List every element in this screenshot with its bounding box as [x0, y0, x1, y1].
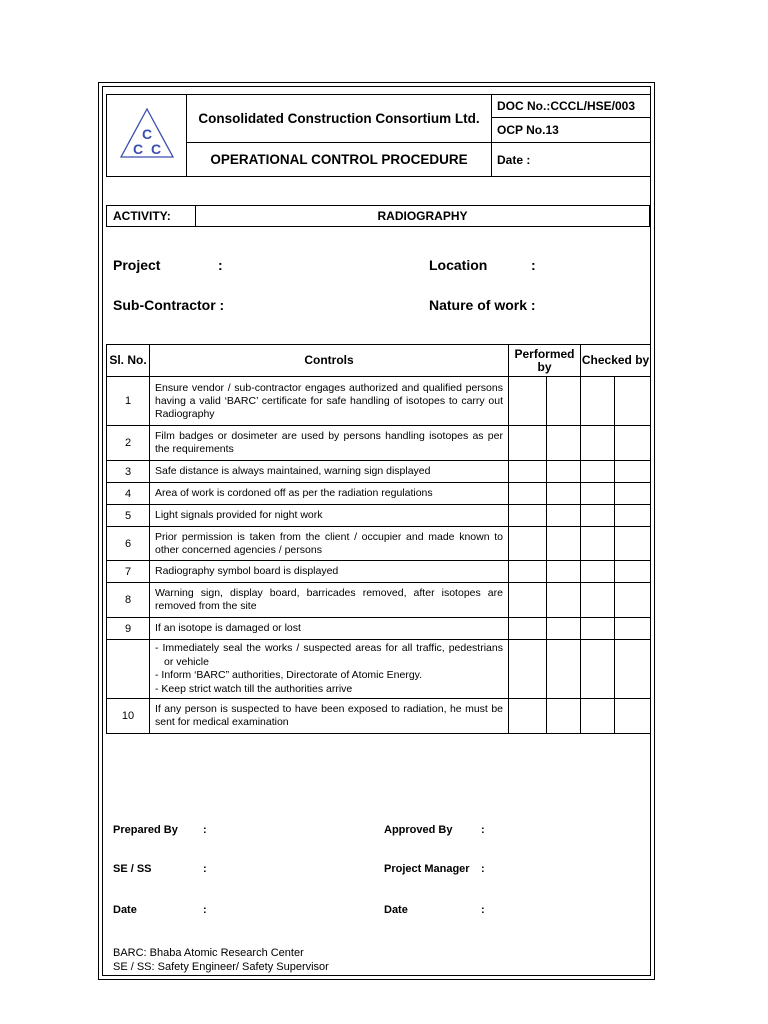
activity-value: RADIOGRAPHY — [196, 206, 650, 227]
checked-check-cell[interactable] — [581, 561, 615, 583]
project-manager-colon: : — [481, 863, 485, 875]
checked-check-cell[interactable] — [615, 461, 651, 483]
date-label: Date : — [492, 143, 651, 177]
table-row — [107, 583, 651, 618]
checked-check-cell[interactable] — [581, 461, 615, 483]
approved-by-colon: : — [481, 824, 485, 836]
activity-bar — [106, 205, 650, 227]
footnote-se-ss: SE / SS: Safety Engineer/ Safety Supervisor — [113, 961, 329, 973]
logo-letter-left: C — [132, 141, 143, 157]
subcontractor-label: Sub-Contractor : — [113, 297, 225, 313]
checked-check-cell[interactable] — [581, 377, 615, 426]
nature-of-work-label: Nature of work : — [429, 297, 536, 313]
performed-check-cell[interactable] — [547, 618, 581, 640]
control-text: Area of work is cordoned off as per the radiation regulations — [150, 483, 509, 505]
logo-letter-right: C — [150, 141, 161, 157]
checked-check-cell[interactable] — [581, 527, 615, 561]
performed-check-cell[interactable] — [509, 426, 547, 461]
checked-check-cell[interactable] — [615, 426, 651, 461]
sl-no-header: Sl. No. — [107, 345, 150, 377]
checked-check-cell[interactable] — [615, 618, 651, 640]
control-text: Safe distance is always maintained, warning sign displayed — [150, 461, 509, 483]
control-text: Ensure vendor / sub-contractor engages authorized and qualified persons having a valid ‘BARC’ certificate for safe handling of isotopes to carry out Radiography — [150, 377, 509, 426]
table-header-row — [107, 345, 651, 377]
control-text: If an isotope is damaged or lost — [150, 618, 509, 640]
ocp-number: OCP No.13 — [492, 118, 651, 143]
performed-check-cell[interactable] — [547, 699, 581, 734]
control-text: Film badges or dosimeter are used by persons handling isotopes as per the requirements — [150, 426, 509, 461]
row-number: 7 — [107, 561, 150, 583]
triangle-logo-icon — [117, 103, 177, 163]
controls-header: Controls — [150, 345, 509, 377]
table-row — [107, 618, 651, 640]
control-text: Light signals provided for night work — [150, 505, 509, 527]
control-sub-list — [150, 640, 509, 699]
control-text: Radiography symbol board is displayed — [150, 561, 509, 583]
location-colon: : — [531, 257, 536, 273]
row-number: 2 — [107, 426, 150, 461]
row-number: 8 — [107, 583, 150, 618]
performed-check-cell[interactable] — [547, 583, 581, 618]
logo-letter-top: C — [141, 126, 152, 142]
table-row — [107, 426, 651, 461]
approved-by-label: Approved By — [384, 824, 453, 836]
performed-check-cell[interactable] — [509, 483, 547, 505]
location-label: Location — [429, 257, 488, 273]
performed-check-cell[interactable] — [547, 483, 581, 505]
checked-by-header: Checked by — [581, 345, 651, 377]
checked-check-cell[interactable] — [581, 699, 615, 734]
row-number: 10 — [107, 699, 150, 734]
checked-check-cell[interactable] — [615, 527, 651, 561]
controls-table — [106, 344, 651, 734]
table-row — [107, 377, 651, 426]
performed-by-header: Performed by — [509, 345, 581, 377]
performed-check-cell[interactable] — [509, 377, 547, 426]
checked-check-cell[interactable] — [581, 583, 615, 618]
row-number: 3 — [107, 461, 150, 483]
se-ss-label: SE / SS — [113, 863, 152, 875]
sub-item: - Inform ‘BARC” authorities, Directorate of Atomic Energy. — [155, 669, 423, 681]
table-row — [107, 640, 651, 699]
control-text: Prior permission is taken from the client / occupier and made known to other concerned agencies / persons — [150, 527, 509, 561]
performed-check-cell[interactable] — [509, 527, 547, 561]
sub-item: - Keep strict watch till the authorities arrive — [155, 682, 353, 695]
date-right-label: Date — [384, 904, 408, 916]
checked-check-cell[interactable] — [615, 505, 651, 527]
checked-check-cell[interactable] — [615, 483, 651, 505]
checked-check-cell[interactable] — [615, 561, 651, 583]
performed-check-cell[interactable] — [547, 640, 581, 699]
document-header — [106, 94, 651, 177]
performed-check-cell[interactable] — [547, 561, 581, 583]
row-number: 1 — [107, 377, 150, 426]
sub-item: - Immediately seal the works / suspected areas for all traffic, pedestrians or vehicle — [155, 642, 503, 668]
prepared-by-colon: : — [203, 824, 207, 836]
performed-check-cell[interactable] — [547, 377, 581, 426]
checked-check-cell[interactable] — [581, 483, 615, 505]
company-name: Consolidated Construction Consortium Ltd. — [187, 95, 492, 143]
date-right-colon: : — [481, 904, 485, 916]
performed-check-cell[interactable] — [509, 618, 547, 640]
doc-number: DOC No.:CCCL/HSE/003 — [492, 95, 651, 118]
page-title: OPERATIONAL CONTROL PROCEDURE — [187, 143, 492, 177]
company-logo — [107, 95, 187, 177]
row-number: 9 — [107, 618, 150, 640]
row-number — [107, 640, 150, 699]
performed-check-cell[interactable] — [547, 461, 581, 483]
checked-check-cell[interactable] — [581, 426, 615, 461]
project-manager-label: Project Manager — [384, 863, 470, 875]
performed-check-cell[interactable] — [509, 640, 547, 699]
performed-check-cell[interactable] — [509, 561, 547, 583]
performed-check-cell[interactable] — [509, 461, 547, 483]
table-row — [107, 699, 651, 734]
row-number: 4 — [107, 483, 150, 505]
checked-check-cell[interactable] — [615, 699, 651, 734]
activity-label: ACTIVITY: — [107, 206, 196, 227]
footnote-barc: BARC: Bhaba Atomic Research Center — [113, 947, 304, 959]
table-row — [107, 461, 651, 483]
table-row — [107, 505, 651, 527]
performed-check-cell[interactable] — [509, 505, 547, 527]
prepared-by-label: Prepared By — [113, 824, 178, 836]
date-left-colon: : — [203, 904, 207, 916]
performed-check-cell[interactable] — [547, 505, 581, 527]
checked-check-cell[interactable] — [615, 640, 651, 699]
date-left-label: Date — [113, 904, 137, 916]
performed-check-cell[interactable] — [509, 583, 547, 618]
checked-check-cell[interactable] — [615, 377, 651, 426]
checked-check-cell[interactable] — [581, 640, 615, 699]
se-ss-colon: : — [203, 863, 207, 875]
checked-check-cell[interactable] — [581, 618, 615, 640]
control-text: Warning sign, display board, barricades removed, after isotopes are removed from the site — [150, 583, 509, 618]
table-row — [107, 561, 651, 583]
performed-check-cell[interactable] — [547, 527, 581, 561]
project-label: Project — [113, 257, 161, 273]
performed-check-cell[interactable] — [547, 426, 581, 461]
row-number: 5 — [107, 505, 150, 527]
checked-check-cell[interactable] — [581, 505, 615, 527]
row-number: 6 — [107, 527, 150, 561]
table-row — [107, 483, 651, 505]
control-text: If any person is suspected to have been exposed to radiation, he must be sent for medical examination — [150, 699, 509, 734]
table-row — [107, 527, 651, 561]
project-colon: : — [218, 257, 223, 273]
checked-check-cell[interactable] — [615, 583, 651, 618]
performed-check-cell[interactable] — [509, 699, 547, 734]
